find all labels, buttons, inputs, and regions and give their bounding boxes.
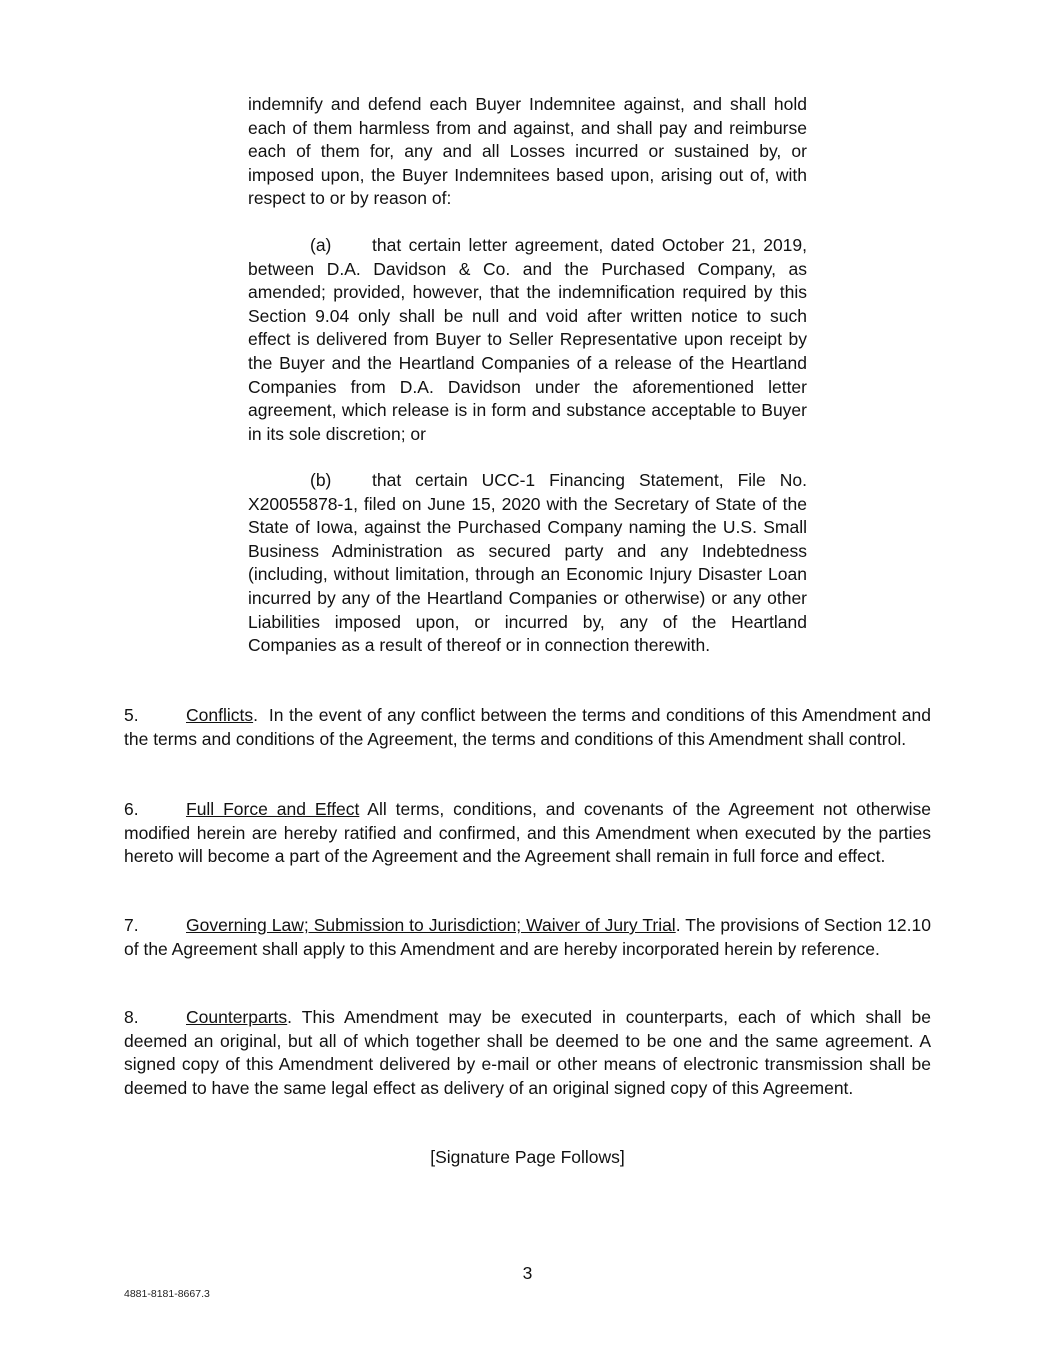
section-8-separator: . <box>287 1007 302 1027</box>
section-8-body: This Amendment may be executed in counterparts, each of which shall be deemed an original, but all of which together shall be deemed to be one and the same agreement. A signed copy of this Amendment delivered by e-mail or other means of electronic transmission shall be deemed to have the same legal effect as delivery of an original signed copy of this Agreement. <box>124 1007 931 1098</box>
clause-b <box>248 469 807 658</box>
section-6-number: 6. <box>124 799 139 819</box>
section-5-heading: Conflicts <box>186 705 254 725</box>
page-number: 3 <box>522 1263 533 1283</box>
section-7-body: The provisions of Section 12.10 of the Agreement shall apply to this Amendment and are hereby incorporated herein by reference. <box>124 915 931 959</box>
clause-b-text: that certain UCC-1 Financing Statement, File No. X20055878-1, filed on June 15, 2020 with the Secretary of State of the State of Iowa, against the Purchased Company naming the U.S. Small Business Administration as secured party and any Indebtedness (including, without limitation, through an Economic Injury Disaster Loan incurred by any of the Heartland Companies or otherwise) or any other Liabilities imposed upon, or incurred by, any of the Heartland Companies as a result of thereof or in connection therewith. <box>248 470 807 656</box>
section-7-heading: Governing Law; Submission to Jurisdiction; Waiver of Jury Trial <box>186 915 676 935</box>
clause-b-label: (b) <box>310 470 332 490</box>
section-7 <box>124 914 931 961</box>
section-6-body: All terms, conditions, and covenants of the Agreement not otherwise modified herein are hereby ratified and confirmed, and this Amendment when executed by the parties hereto will become a part of the Agreement and the Agreement shall remain in full force and effect. <box>124 799 931 867</box>
signature-page-note: [Signature Page Follows] <box>430 1147 625 1167</box>
section-8-heading: Counterparts <box>186 1007 288 1027</box>
clause-a-label: (a) <box>310 235 332 255</box>
section-7-number: 7. <box>124 915 139 935</box>
clause-a-text: that certain letter agreement, dated October 21, 2019, between D.A. Davidson & Co. and the Purchased Company, as amended; provided, however, that the indemnification required by this Section 9.04 only shall be null and void after written notice to such effect is delivered from Buyer to Seller Representative upon receipt by the Buyer and the Heartland Companies of a release of the Heartland Companies from D.A. Davidson under the aforementioned letter agreement, which release is in form and substance acceptable to Buyer in its sole discretion; or <box>248 235 807 444</box>
intro-paragraph: indemnify and defend each Buyer Indemnitee against, and shall hold each of them harmless from and against, and shall pay and reimburse each of them for, any and all Losses incurred or sustained by, or imposed upon, the Buyer Indemnitees based upon, arising out of, with respect to or by reason of: <box>248 94 807 209</box>
section-5 <box>124 704 931 751</box>
section-5-body: In the event of any conflict between the terms and conditions of this Amendment and the terms and conditions of the Agreement, the terms and conditions of this Amendment shall control. <box>124 705 932 749</box>
section-5-number: 5. <box>124 705 139 725</box>
section-7-separator: . <box>675 915 686 935</box>
document-id: 4881-8181-8667.3 <box>124 1288 210 1300</box>
section-8 <box>124 1006 931 1100</box>
section-6 <box>124 798 931 869</box>
section-5-separator: . <box>253 705 269 725</box>
clause-a <box>248 234 807 446</box>
section-6-heading: Full Force and Effect <box>186 799 360 819</box>
section-8-number: 8. <box>124 1007 139 1027</box>
